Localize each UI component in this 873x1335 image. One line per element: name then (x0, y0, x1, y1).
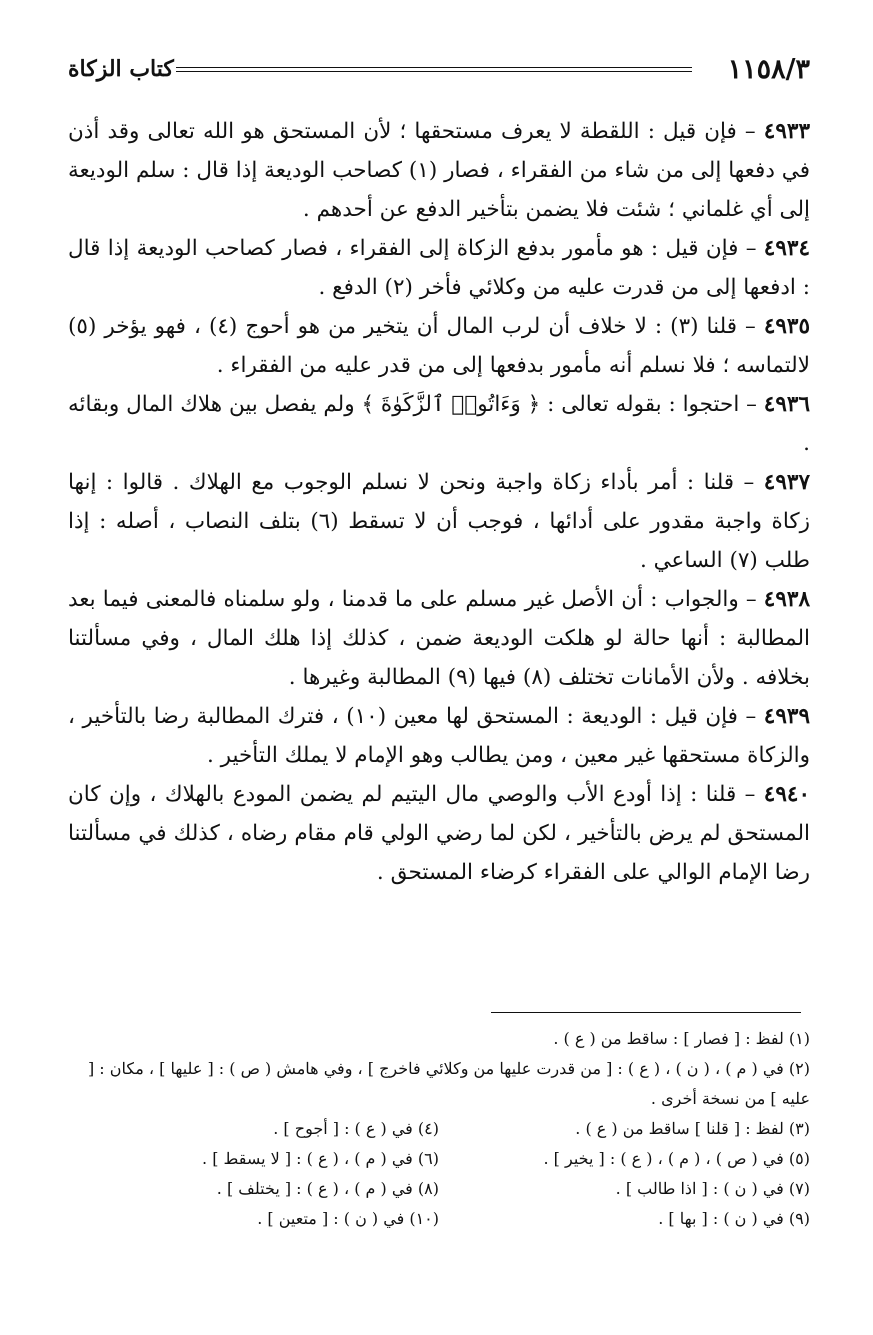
paragraph-number: ٤٩٣٧ (763, 470, 810, 495)
page-number: ١١٥٨/٣ (727, 54, 810, 85)
paragraph-number: ٤٩٣٦ (763, 392, 810, 417)
paragraph-number: ٤٩٣٣ (763, 119, 810, 144)
paragraph-4937 (68, 463, 810, 580)
footnote-7: (٧) في ( ن ) : [ اذا طالب ] . (615, 1179, 810, 1198)
paragraph-text: – قلنا (٣) : لا خلاف أن لرب المال أن يتخير من هو أحوج (٤) ، فهو يؤخر (٥) لالتماسه ؛ فلا نسلم أنه مأمور بدفعها إلى من قدر عليه من الفقراء . (68, 314, 810, 378)
footnote-6: (٦) في ( م ) ، ( ع ) : [ لا يسقط ] . (202, 1149, 439, 1168)
paragraph-4939 (68, 697, 810, 775)
footnote-row (68, 1204, 810, 1234)
footnote-row (68, 1174, 810, 1204)
book-title: كتاب الزكاة (68, 56, 174, 82)
paragraph-text: – قلنا : إذا أودع الأب والوصي مال اليتيم لم يضمن المودع بالهلاك ، وإن كان المستحق لم يرض بالتأخير ، لكن لما رضي الولي قام مقام رضاه ، كذلك في مسألتنا رضا الإمام الوالي على الفقراء كرضاء المستحق . (68, 782, 810, 885)
footnote-2: (٢) في ( م ) ، ( ن ) ، ( ع ) : [ من قدرت عليها من وكلائي فاخرج ] ، وفي هامش ( ص ) : [ عليها ] ، مكان : [ عليه ] من نسخة أخرى . (87, 1059, 810, 1108)
paragraph-text: – فإن قيل : اللقطة لا يعرف مستحقها ؛ لأن المستحق هو الله تعالى وقد أذن في دفعها إلى من شاء من الفقراء ، فصار (١) كصاحب الوديعة إذا قال : سلم الوديعة إلى أي غلماني ؛ شئت فلا يضمن بتأخير الدفع عن أحدهم . (68, 119, 810, 222)
footnote-row (68, 1144, 810, 1174)
paragraph-number: ٤٩٣٥ (763, 314, 811, 339)
footnotes (68, 1024, 810, 1234)
footnote-1: (١) لفظ : [ فصار ] : ساقط من ( ع ) . (553, 1029, 810, 1048)
paragraph-number: ٤٩٣٤ (763, 236, 810, 261)
main-text (68, 112, 810, 892)
paragraph-text: – والجواب : أن الأصل غير مسلم على ما قدمنا ، ولو سلمناه فالمعنى فيما بعد المطالبة : أنها حالة لو هلكت الوديعة ضمن ، كذلك إذا هلك المال ، وفي مسألتنا بخلافه . ولأن الأمانات تختلف (٨) فيها (٩) المطالبة وغيرها . (68, 587, 810, 690)
running-header (68, 52, 810, 92)
paragraph-number: ٤٩٤٠ (763, 782, 810, 807)
footnote-8: (٨) في ( م ) ، ( ع ) : [ يختلف ] . (216, 1179, 439, 1198)
paragraph-text: – احتجوا : بقوله تعالى : ﴿ وَءَاتُوا۟ ٱلزَّكَوٰةَ ﴾ ولم يفصل بين هلاك المال وبقائه . (68, 392, 810, 456)
paragraph-text: – فإن قيل : الوديعة : المستحق لها معين (١٠) ، فترك المطالبة رضا بالتأخير ، والزكاة مستحقها غير معين ، ومن يطالب وهو الإمام لا يملك التأخير . (68, 704, 810, 768)
footnote-3: (٣) لفظ : [ قلنا ] ساقط من ( ع ) . (575, 1119, 810, 1138)
footnote-row (68, 1114, 810, 1144)
paragraph-4940 (68, 775, 810, 892)
footnote-5: (٥) في ( ص ) ، ( م ) ، ( ع ) : [ يخير ] . (543, 1149, 810, 1168)
footnote-separator (491, 1012, 801, 1013)
paragraph-4933 (68, 112, 810, 229)
paragraph-4938 (68, 580, 810, 697)
paragraph-4935 (68, 307, 810, 385)
paragraph-text: – قلنا : أمر بأداء زكاة واجبة ونحن لا نسلم الوجوب مع الهلاك . قالوا : إنها زكاة واجبة مقدور على أدائها ، فوجب أن لا تسقط (٦) بتلف النصاب ، أصله : إذا طلب (٧) الساعي . (68, 470, 810, 573)
paragraph-number: ٤٩٣٩ (763, 704, 810, 729)
footnote-9: (٩) في ( ن ) : [ بها ] . (658, 1209, 810, 1228)
footnote-4: (٤) في ( ع ) : [ أجوح ] . (273, 1119, 439, 1138)
paragraph-4936 (68, 385, 810, 463)
paragraph-number: ٤٩٣٨ (763, 587, 810, 612)
paragraph-text: – فإن قيل : هو مأمور بدفع الزكاة إلى الفقراء ، فصار كصاحب الوديعة إذا قال : ادفعها إلى من قدرت عليه من وكلائي فأخر (٢) الدفع . (68, 236, 810, 300)
paragraph-4934 (68, 229, 810, 307)
header-double-rule (176, 67, 692, 72)
footnote-10: (١٠) في ( ن ) : [ متعين ] . (257, 1209, 439, 1228)
